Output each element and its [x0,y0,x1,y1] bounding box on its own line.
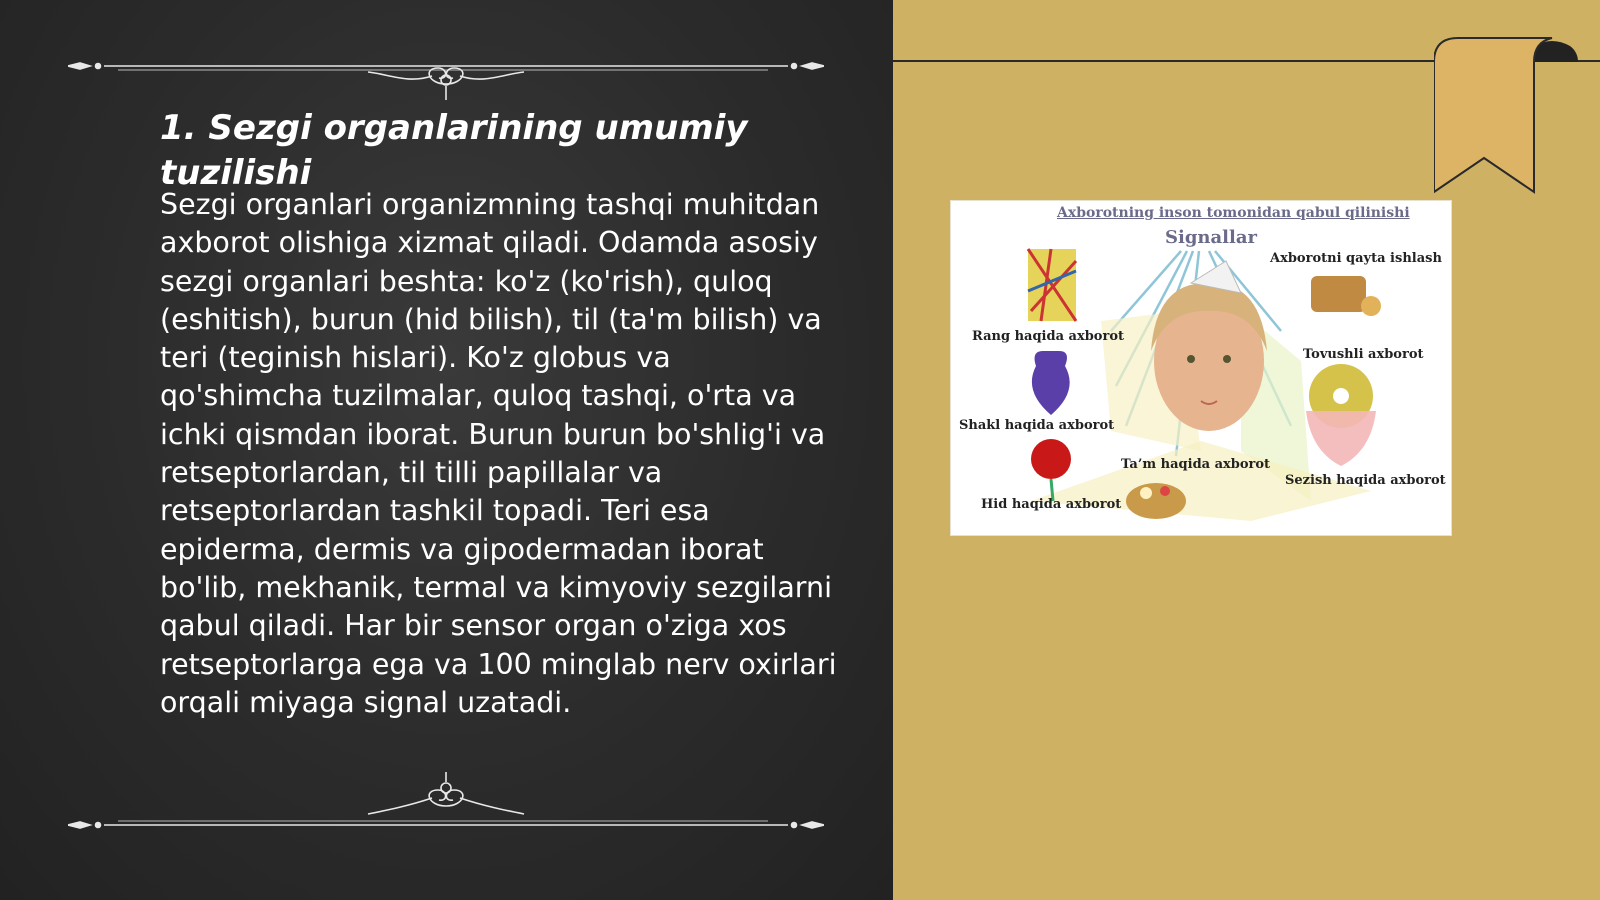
bookmark-ribbon-icon [1434,36,1584,196]
touch-info-label: Sezish haqida axborot [1285,473,1446,488]
illustration-heading: Axborotning inson tomonidan qabul qilinishi [1057,205,1410,221]
taste-info-label: Ta’m haqida axborot [1121,457,1271,472]
slide-title: 1. Sezgi organlarining umumiy tuzilishi [160,108,748,193]
slide-body-text: Sezgi organlari organizmning tashqi muhitdan axborot olishiga xizmat qiladi. Odamda asosiy sezgi organlari beshta: ko'z (ko'rish), quloq (eshitish), burun (hid bilish), til (ta'm bilish) va teri (teginish hislari). Ko'z globus va qo'shimcha tuzilmalar, quloq tashqi, o'rta va ichki qismdan iborat. Burun burun bo'shlig'i va retseptorlardan, til tilli papillalar va retseptorlardan tashkil topadi. Teri esa epiderma, dermis va gipodermadan iborat bo'lib, mekhanik, termal va kimyoviy sezgilarni qabul qiladi. Har bir sensor organ o'ziga xos retseptorlarga ega va 100 minglab nerv oxirlari orqali miyaga signal uzatadi. [160,188,837,719]
senses-illustration [950,200,1452,536]
smell-info-label: Hid haqida axborot [981,497,1122,512]
top-ornament-divider [68,44,824,104]
bottom-ornament-divider [68,770,824,830]
sound-info-label: Tovushli axborot [1303,347,1424,362]
signals-label: Signallar [1165,227,1257,248]
shape-info-label: Shakl haqida axborot [959,418,1115,433]
processing-label: Axborotni qayta ishlash [1270,251,1442,266]
color-info-label: Rang haqida axborot [972,329,1124,344]
